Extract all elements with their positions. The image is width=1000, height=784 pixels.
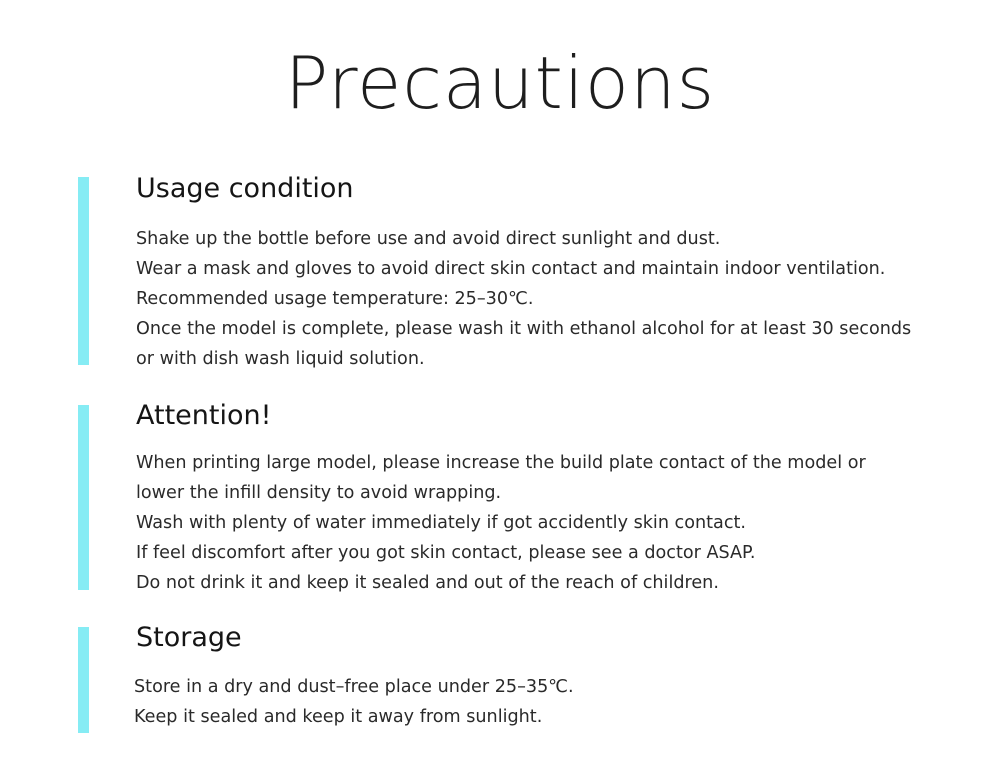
body-line: Recommended usage temperature: 25–30℃. xyxy=(136,289,534,309)
body-line: Do not drink it and keep it sealed and out of the reach of children. xyxy=(136,573,719,593)
page-title: Precautions xyxy=(284,41,716,125)
section-heading: Storage xyxy=(136,622,242,653)
section-accent-bar xyxy=(78,405,89,590)
section-accent-bar xyxy=(78,627,89,733)
body-line: Once the model is complete, please wash it with ethanol alcohol for at least 30 seconds xyxy=(136,319,912,339)
section-body xyxy=(136,448,986,598)
body-line: Wash with plenty of water immediately if got accidently skin contact. xyxy=(136,513,746,533)
section-body xyxy=(136,224,986,374)
body-line: If feel discomfort after you got skin contact, please see a doctor ASAP. xyxy=(136,543,756,563)
body-line: Keep it sealed and keep it away from sunlight. xyxy=(134,707,543,727)
body-line: or with dish wash liquid solution. xyxy=(136,349,425,369)
body-line: Shake up the bottle before use and avoid direct sunlight and dust. xyxy=(136,229,721,249)
body-line: Wear a mask and gloves to avoid direct skin contact and maintain indoor ventilation. xyxy=(136,259,886,279)
section-accent-bar xyxy=(78,177,89,365)
body-line: When printing large model, please increase the build plate contact of the model or xyxy=(136,453,866,473)
section-heading: Attention! xyxy=(136,400,272,431)
section-body xyxy=(134,672,984,732)
body-line: lower the infill density to avoid wrapping. xyxy=(136,483,502,503)
body-line: Store in a dry and dust–free place under 25–35℃. xyxy=(134,677,574,697)
section-heading: Usage condition xyxy=(136,173,354,204)
